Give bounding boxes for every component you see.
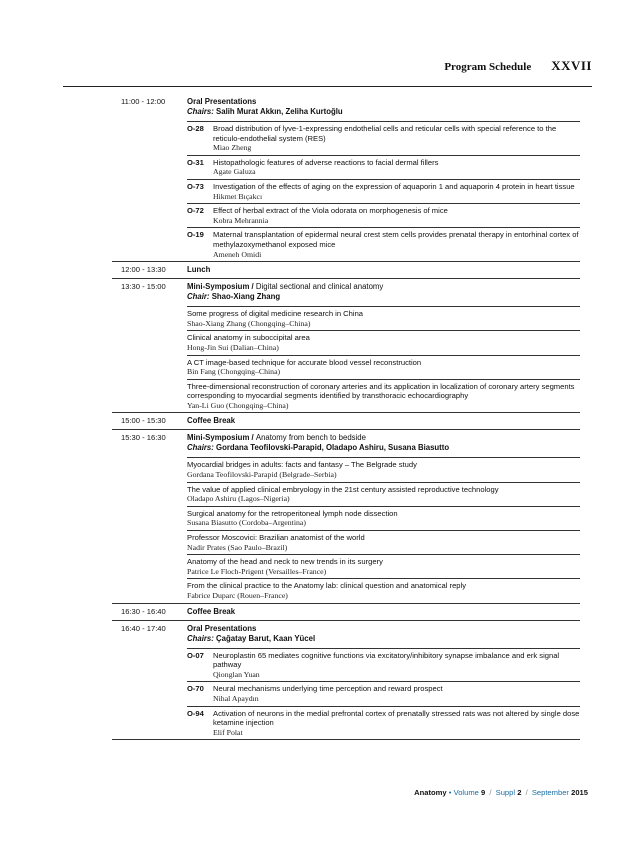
session-type: Mini-Symposium / xyxy=(187,433,254,443)
session-header xyxy=(187,624,580,648)
presentation-author: Nihal Apaydın xyxy=(213,693,259,703)
presentation-item xyxy=(187,227,580,261)
presentation-title: Activation of neurons in the medial prefrontal cortex of prenatally stressed rats was not altered by single dose ketamine injection xyxy=(213,708,580,728)
presentation-item xyxy=(187,578,580,602)
issue-year: 2015 xyxy=(571,788,588,797)
session-header xyxy=(187,282,580,306)
session-body xyxy=(187,430,580,602)
presentation-item xyxy=(187,355,580,379)
presentation-title: Neural mechanisms underlying time perception and reward prospect xyxy=(213,684,443,694)
presentation-title: Surgical anatomy for the retroperitoneal lymph node dissection xyxy=(187,508,398,518)
chairs-names: Salih Murat Akkın, Zeliha Kurtoğlu xyxy=(216,107,343,116)
presentation-title: Some progress of digital medicine research in China xyxy=(187,309,364,319)
presentation-title: Neuroplastin 65 mediates cognitive functions via excitatory/inhibitory synapse imbalance and erk signal pathway xyxy=(213,650,560,670)
presentation-code: O-28 xyxy=(187,124,204,133)
session-type: Mini-Symposium / xyxy=(187,282,254,292)
schedule-row xyxy=(112,413,580,430)
presentation-author: Yan-Li Guo (Chongqing–China) xyxy=(187,400,289,410)
presentation-title: Anatomy of the head and neck to new trends in its surgery xyxy=(187,557,383,567)
footer-separator: / xyxy=(489,788,492,797)
session-title: Oral Presentations xyxy=(187,97,257,106)
presentation-author: Gordana Teofilovski-Parapid (Belgrade–Serbia) xyxy=(187,470,337,480)
presentation-title: The value of applied clinical embryology in the 21st century assisted reproductive technology xyxy=(187,484,499,494)
presentation-item xyxy=(187,457,580,481)
presentation-title: From the clinical practice to the Anatomy lab: clinical question and anatomical reply xyxy=(187,581,466,591)
presentation-author: Elif Polat xyxy=(213,727,243,737)
session-title: Lunch xyxy=(187,265,211,275)
presentation-title: Three-dimensional reconstruction of coronary arteries and its application in localization of coronary artery segments corresponding to myocardial segments identified by transthoracic echocardiography xyxy=(187,381,575,401)
volume-number: 9 xyxy=(481,788,486,797)
presentation-author: Shao-Xiang Zhang (Chongqing–China) xyxy=(187,318,311,328)
session-title xyxy=(187,433,580,443)
schedule-row xyxy=(112,604,580,621)
session-title: Coffee Break xyxy=(187,606,236,616)
chairs-names: Çağatay Barut, Kaan Yücel xyxy=(216,633,316,643)
chairs-label: Chairs: xyxy=(187,107,214,116)
presentation-item xyxy=(187,681,580,705)
chairs-names: Shao-Xiang Zhang xyxy=(211,292,281,302)
page-number: XXVII xyxy=(551,58,592,73)
presentation-author: Fabrice Duparc (Rouen–France) xyxy=(187,591,288,600)
presentation-item xyxy=(187,306,580,330)
presentation-author: Miao Zheng xyxy=(213,143,252,153)
presentation-code: O-72 xyxy=(187,206,204,216)
suppl-number: 2 xyxy=(517,788,522,797)
presentation-author: Qionglan Yuan xyxy=(213,669,260,679)
presentation-item xyxy=(187,706,580,740)
session-header xyxy=(187,97,580,121)
schedule-row xyxy=(112,430,580,603)
program-schedule-table xyxy=(112,94,580,740)
session-body xyxy=(187,279,580,412)
session-header xyxy=(187,433,580,457)
presentation-author: Nadir Prates (Sao Paulo–Brazil) xyxy=(187,542,288,552)
session-time: 16:30 - 16:40 xyxy=(121,606,166,616)
session-chairs xyxy=(187,292,580,302)
chairs-label: Chair: xyxy=(187,292,210,302)
session-body xyxy=(187,621,580,740)
presentation-title: Histopathologic features of adverse reactions to facial dermal fillers xyxy=(213,157,439,167)
chairs-label: Chairs: xyxy=(187,633,214,643)
presentation-author: Bin Fang (Chongqing–China) xyxy=(187,367,281,377)
session-chairs xyxy=(187,107,580,117)
session-time: 13:30 - 15:00 xyxy=(121,282,166,292)
presentation-author: Hikmet Bıçakcı xyxy=(213,191,263,201)
presentation-item xyxy=(187,648,580,682)
session-topic: Digital sectional and clinical anatomy xyxy=(255,282,384,292)
presentation-item xyxy=(187,203,580,227)
footer-bullet: • xyxy=(448,788,452,797)
session-title: Oral Presentations xyxy=(187,623,257,633)
session-chairs xyxy=(187,443,580,453)
session-time: 11:00 - 12:00 xyxy=(121,97,166,106)
presentation-author: Kobra Mehrannia xyxy=(213,215,269,225)
presentation-code: O-07 xyxy=(187,650,204,660)
presentation-author: Ameneh Omidi xyxy=(213,249,262,259)
presentation-author: Agate Galuza xyxy=(213,167,256,177)
presentation-item xyxy=(187,554,580,578)
presentation-title: Professor Moscovici: Brazilian anatomist of the world xyxy=(187,533,365,543)
presentation-title: Myocardial bridges in adults: facts and fantasy – The Belgrade study xyxy=(187,460,417,470)
schedule-row xyxy=(112,279,580,413)
presentation-title: Clinical anatomy in suboccipital area xyxy=(187,333,310,343)
volume-label: Volume xyxy=(453,788,479,797)
chairs-label: Chairs: xyxy=(187,443,214,453)
presentation-item xyxy=(187,530,580,554)
session-time: 12:00 - 13:30 xyxy=(121,265,166,275)
chairs-names: Gordana Teofilovski-Parapid, Oladapo Ashiru, Susana Biasutto xyxy=(216,443,450,453)
session-title: Coffee Break xyxy=(187,416,236,426)
suppl-label: Suppl xyxy=(495,788,516,797)
presentation-item xyxy=(187,155,580,179)
presentation-title: A CT image-based technique for accurate blood vessel reconstruction xyxy=(187,357,422,367)
schedule-row xyxy=(112,621,580,741)
presentation-author: Susana Biasutto (Cordoba–Argentina) xyxy=(187,518,306,528)
header-rule xyxy=(63,86,592,87)
presentation-item xyxy=(187,121,580,155)
session-title xyxy=(187,282,580,292)
presentation-author: Patrice Le Floch-Prigent (Versailles–France) xyxy=(187,566,327,576)
presentation-item xyxy=(187,379,580,413)
footer-separator: / xyxy=(525,788,528,797)
running-head xyxy=(444,58,592,74)
running-title: Program Schedule xyxy=(444,61,532,73)
presentation-code: O-31 xyxy=(187,157,204,167)
presentation-item xyxy=(187,179,580,203)
session-chairs xyxy=(187,634,580,644)
presentation-code: O-19 xyxy=(187,230,204,240)
presentation-code: O-70 xyxy=(187,684,204,694)
presentation-title: Broad distribution of lyve-1-expressing endothelial cells and reticular cells with special reference to the reticulo-endothelial system (RES) xyxy=(213,124,557,143)
journal-name: Anatomy xyxy=(414,788,447,797)
session-time: 15:00 - 15:30 xyxy=(121,416,166,426)
presentation-item xyxy=(187,330,580,354)
schedule-row xyxy=(112,262,580,279)
presentation-title: Maternal transplantation of epidermal neural crest stem cells provides prenatal therapy in entorhinal cortex of methylazoxymethanol exposed mice xyxy=(213,230,579,249)
schedule-row xyxy=(112,94,580,262)
session-body xyxy=(187,94,580,261)
issue-month: September xyxy=(531,788,569,797)
journal-footer xyxy=(414,788,588,797)
presentation-item xyxy=(187,482,580,506)
presentation-title: Investigation of the effects of aging on the expression of aquaporin 1 and aquaporin 4 protein in heart tissue xyxy=(213,181,575,191)
session-time: 15:30 - 16:30 xyxy=(121,433,166,443)
presentation-title: Effect of herbal extract of the Viola odorata on morphogenesis of mice xyxy=(213,206,448,216)
session-time: 16:40 - 17:40 xyxy=(121,623,166,633)
presentation-item xyxy=(187,506,580,530)
presentation-author: Oladapo Ashiru (Lagos–Nigeria) xyxy=(187,494,290,504)
presentation-code: O-73 xyxy=(187,181,204,191)
presentation-code: O-94 xyxy=(187,708,204,718)
presentation-author: Hong-Jin Sui (Dalian–China) xyxy=(187,342,279,352)
session-topic: Anatomy from bench to bedside xyxy=(255,433,366,443)
